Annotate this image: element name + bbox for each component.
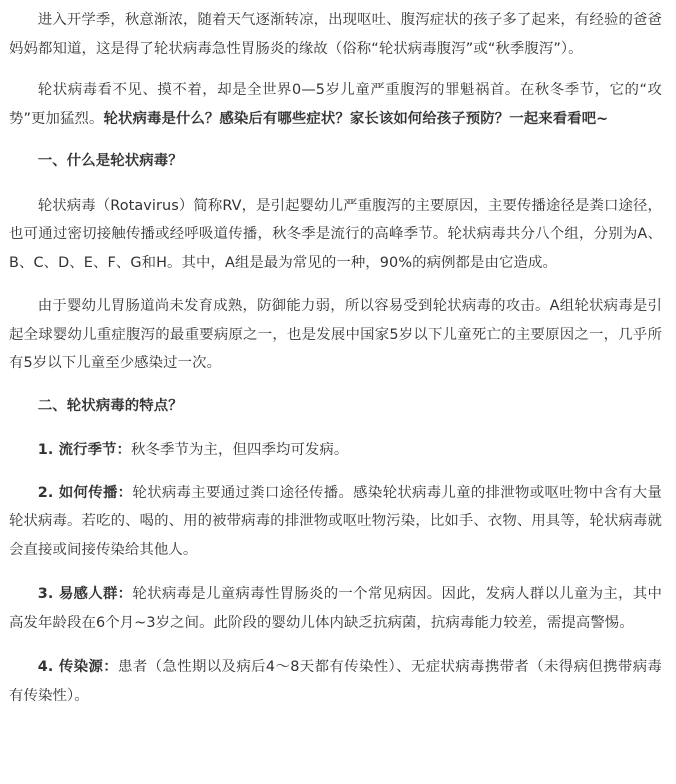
overview-paragraph	[9, 76, 662, 133]
feature-item-transmission-text: 轮状病毒主要通过粪口途径传播。感染轮状病毒儿童的排泄物或呕吐物中含有大量轮状病毒。若吃的、喝的、用的被带病毒的排泄物或呕吐物污染，比如手、衣物、用具等，轮状病毒就会直接或间接传染给其他人。	[9, 484, 662, 558]
feature-item-susceptible-lead: 3. 易感人群：	[37, 586, 133, 602]
feature-item-susceptible	[9, 580, 662, 637]
definition-text: 轮状病毒（Rotavirus）简称RV，是引起婴幼儿严重腹泻的主要原因，主要传播途径是粪口途径，也可通过密切接触传播或经呼吸道传播，秋冬季是流行的高峰季节。轮状病毒共分八个组，分别为A、B、C、D、E、F、G和H。其中，A组是最为常见的一种，90%的病例都是由它造成。	[9, 197, 662, 271]
section-heading-what-is: 一、什么是轮状病毒？	[37, 153, 183, 169]
feature-item-source-text: 患者（急性期以及病后4～8天都有传染性）、无症状病毒携带者（未得病但携带病毒有传染性）。	[9, 659, 662, 704]
overview-text: 轮状病毒看不见、摸不着，却是全世界0—5岁儿童严重腹泻的罪魁祸首。在秋冬季节，它的“攻势”更加猛烈。	[9, 82, 662, 127]
feature-item-transmission	[9, 479, 662, 565]
definition-paragraph	[9, 192, 662, 278]
feature-item-season-text: 秋冬季节为主，但四季均可发病。	[131, 442, 349, 458]
feature-item-season	[9, 436, 662, 465]
intro-text: 进入开学季，秋意渐浓，随着天气逐渐转凉，出现呕吐、腹泻症状的孩子多了起来，有经验的爸爸妈妈都知道，这是得了轮状病毒急性胃肠炎的缘故（俗称“轮状病毒腹泻”或“秋季腹泻”）。	[9, 12, 662, 57]
feature-item-source	[9, 653, 662, 710]
intro-paragraph	[9, 6, 662, 63]
infant-vulnerability-paragraph	[9, 292, 662, 378]
feature-item-susceptible-text: 轮状病毒是儿童病毒性胃肠炎的一个常见病因。因此，发病人群以儿童为主，其中高发年龄段在6个月~3岁之间。此阶段的婴幼儿体内缺乏抗病菌，抗病毒能力较差，需提高警惕。	[9, 586, 662, 631]
feature-item-season-lead: 1. 流行季节：	[37, 442, 132, 458]
infant-vulnerability-text: 由于婴幼儿胃肠道尚未发育成熟，防御能力弱，所以容易受到轮状病毒的攻击。A组轮状病毒是引起全球婴幼儿重症腹泻的最重要病原之一，也是发展中国家5岁以下儿童死亡的主要原因之一，几乎所有5岁以下儿童至少感染过一次。	[9, 298, 662, 371]
feature-item-source-lead: 4. 传染源：	[37, 659, 119, 675]
feature-item-transmission-lead: 2. 如何传播：	[37, 484, 133, 501]
overview-bold-question: 轮状病毒是什么？感染后有哪些症状？家长该如何给孩子预防？一起来看看吧~	[103, 110, 609, 127]
section-heading-features: 二、轮状病毒的特点？	[37, 397, 183, 414]
